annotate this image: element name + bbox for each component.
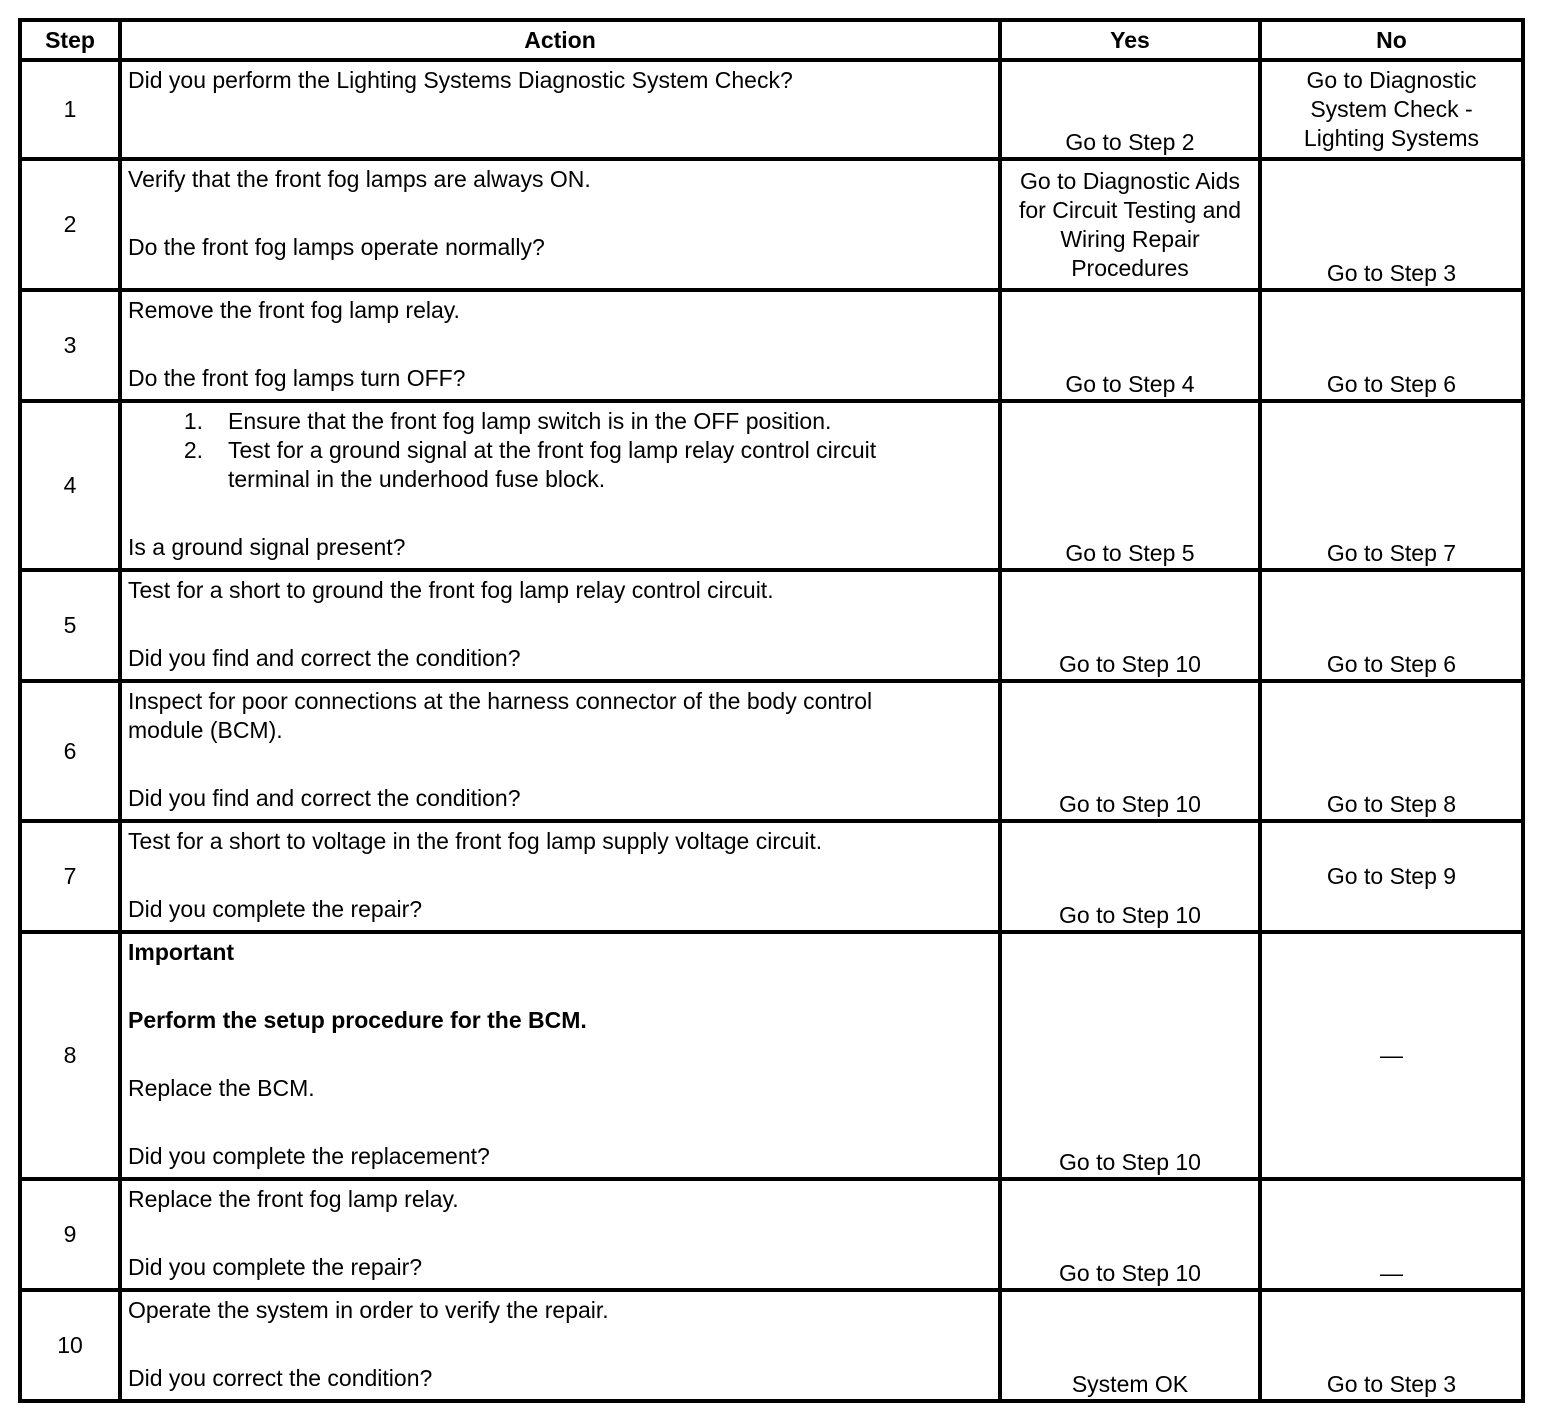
- header-no: No: [1260, 20, 1523, 60]
- header-action: Action: [120, 20, 1000, 60]
- table-row: [20, 60, 1523, 159]
- yes-result: Go to Step 10: [1000, 570, 1260, 681]
- yes-result: System OK: [1000, 1290, 1260, 1401]
- header-step: Step: [20, 20, 120, 60]
- step-number: 9: [20, 1179, 120, 1290]
- action-question: Did you complete the replacement?: [128, 1143, 490, 1169]
- action-cell: [120, 570, 1000, 681]
- action-text: Test for a short to voltage in the front fog lamp supply voltage circuit.: [128, 828, 823, 854]
- important-heading: Important: [128, 939, 235, 965]
- list-number: 2.: [183, 437, 203, 463]
- step-number: 6: [20, 681, 120, 821]
- action-cell: [120, 821, 1000, 932]
- action-text: Operate the system in order to verify the repair.: [128, 1297, 609, 1323]
- action-text: Inspect for poor connections at the harness connector of the body control module (BCM).: [128, 688, 873, 743]
- no-result: Go to Step 7: [1260, 401, 1523, 570]
- action-question: Is a ground signal present?: [128, 534, 406, 560]
- action-text: Remove the front fog lamp relay.: [128, 297, 460, 323]
- table-row: [20, 1179, 1523, 1290]
- action-cell: [120, 290, 1000, 401]
- no-result: —: [1260, 1179, 1523, 1290]
- action-question: Did you correct the condition?: [128, 1365, 433, 1391]
- step-number: 4: [20, 401, 120, 570]
- action-text: Replace the front fog lamp relay.: [128, 1186, 459, 1212]
- no-result: Go to Diagnostic System Check - Lighting Systems: [1260, 60, 1523, 159]
- yes-result: Go to Step 5: [1000, 401, 1260, 570]
- table-row: [20, 821, 1523, 932]
- step-number: 10: [20, 1290, 120, 1401]
- yes-result: Go to Step 10: [1000, 932, 1260, 1179]
- table-row: [20, 290, 1523, 401]
- step-number: 1: [20, 60, 120, 159]
- table-row: [20, 681, 1523, 821]
- action-question: Do the front fog lamps turn OFF?: [128, 365, 466, 391]
- table-row: [20, 932, 1523, 1179]
- table-row: [20, 570, 1523, 681]
- step-number: 5: [20, 570, 120, 681]
- action-question: Did you complete the repair?: [128, 896, 423, 922]
- action-steps-list: [128, 407, 992, 494]
- action-cell: [120, 60, 1000, 159]
- no-result: Go to Step 3: [1260, 1290, 1523, 1401]
- yes-result: Go to Step 10: [1000, 1179, 1260, 1290]
- step-number: 2: [20, 159, 120, 290]
- table-row: [20, 159, 1523, 290]
- action-cell: [120, 1179, 1000, 1290]
- action-cell: [120, 401, 1000, 570]
- action-text: Verify that the front fog lamps are always ON.: [128, 166, 591, 192]
- step-number: 7: [20, 821, 120, 932]
- action-cell: [120, 932, 1000, 1179]
- action-text: Did you perform the Lighting Systems Diagnostic System Check?: [128, 67, 793, 93]
- important-text: Perform the setup procedure for the BCM.: [128, 1007, 587, 1033]
- list-number: 1.: [183, 408, 203, 434]
- step-number: 8: [20, 932, 120, 1179]
- action-cell: [120, 681, 1000, 821]
- list-text: Test for a ground signal at the front fog lamp relay control circuit terminal in the underhood fuse block.: [228, 437, 877, 492]
- yes-result: Go to Step 10: [1000, 821, 1260, 932]
- action-question: Did you find and correct the condition?: [128, 645, 521, 671]
- step-number: 3: [20, 290, 120, 401]
- list-item: [128, 436, 992, 494]
- list-text: Ensure that the front fog lamp switch is in the OFF position.: [228, 408, 832, 434]
- yes-result: Go to Step 10: [1000, 681, 1260, 821]
- no-result: Go to Step 6: [1260, 570, 1523, 681]
- diagnostic-table: [18, 18, 1525, 1403]
- table-row: [20, 1290, 1523, 1401]
- action-question: Did you find and correct the condition?: [128, 785, 521, 811]
- no-result: —: [1260, 932, 1523, 1179]
- table-row: [20, 401, 1523, 570]
- action-question: Did you complete the repair?: [128, 1254, 423, 1280]
- header-yes: Yes: [1000, 20, 1260, 60]
- no-result: Go to Step 3: [1260, 159, 1523, 290]
- yes-result: Go to Step 2: [1000, 60, 1260, 159]
- action-text: Replace the BCM.: [128, 1075, 315, 1101]
- yes-result: Go to Step 4: [1000, 290, 1260, 401]
- list-item: [128, 407, 992, 436]
- action-text: Test for a short to ground the front fog lamp relay control circuit.: [128, 577, 774, 603]
- no-result: Go to Step 9: [1260, 821, 1523, 932]
- action-cell: [120, 159, 1000, 290]
- action-cell: [120, 1290, 1000, 1401]
- no-result: Go to Step 8: [1260, 681, 1523, 821]
- no-result: Go to Step 6: [1260, 290, 1523, 401]
- header-row: [20, 20, 1523, 60]
- action-question: Do the front fog lamps operate normally?: [128, 234, 545, 260]
- yes-result: Go to Diagnostic Aids for Circuit Testing and Wiring Repair Procedures: [1000, 159, 1260, 290]
